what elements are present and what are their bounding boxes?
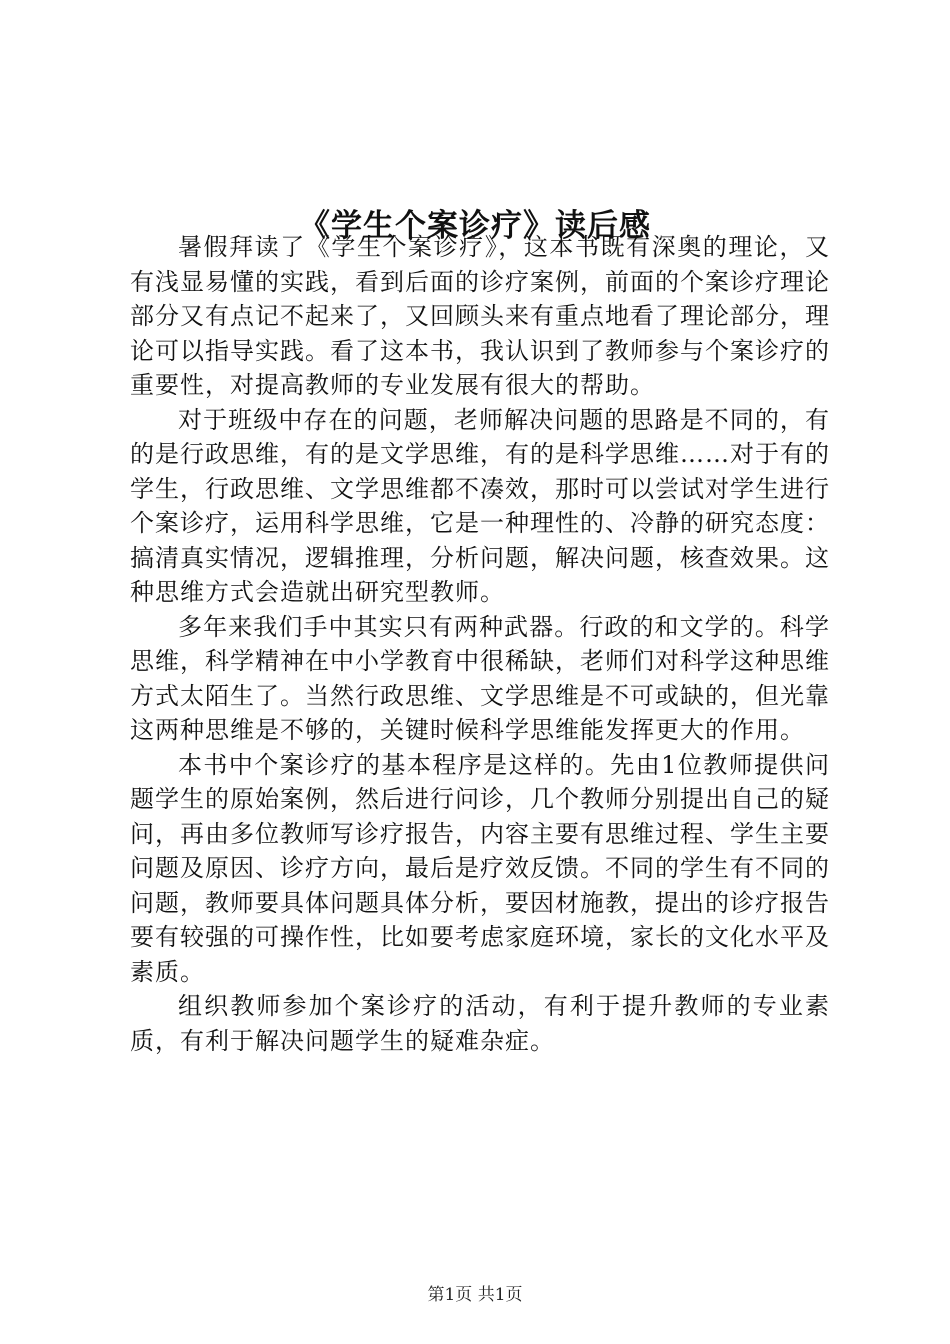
paragraph-2: 对于班级中存在的问题，老师解决问题的思路是不同的，有的是行政思维，有的是文学思维，有的是科学思维……对于有的学生，行政思维、文学思维都不凑效，那时可以尝试对学生进行个案诊疗，运用科学思维，它是一种理性的、冷静的研究态度：搞清真实情况，逻辑推理，分析问题，解决问题，核查效果。这种思维方式会造就出研究型教师。	[130, 405, 830, 606]
paragraph-3: 多年来我们手中其实只有两种武器。行政的和文学的。科学思维，科学精神在中小学教育中很稀缺，老师们对科学这种思维方式太陌生了。当然行政思维、文学思维是不可或缺的，但光靠这两种思维是不够的，关键时候科学思维能发挥更大的作用。	[130, 612, 830, 744]
page-footer: 第1页 共1页	[427, 1285, 523, 1305]
document-title: 《学生个案诊疗》读后感	[299, 207, 651, 244]
paragraph-5: 组织教师参加个案诊疗的活动，有利于提升教师的专业素质，有利于解决问题学生的疑难杂症。	[130, 992, 830, 1055]
document-body	[130, 230, 830, 1058]
paragraph-4: 本书中个案诊疗的基本程序是这样的。先由1位教师提供问题学生的原始案例，然后进行问诊，几个教师分别提出自己的疑问，再由多位教师写诊疗报告，内容主要有思维过程、学生主要问题及原因、诊疗方向，最后是疗效反馈。不同的学生有不同的问题，教师要具体问题具体分析，要因材施教，提出的诊疗报告要有较强的可操作性，比如要考虑家庭环境，家长的文化水平及素质。	[130, 750, 830, 986]
paragraph-1: 暑假拜读了《学生个案诊疗》，这本书既有深奥的理论，又有浅显易懂的实践，看到后面的诊疗案例，前面的个案诊疗理论部分又有点记不起来了，又回顾头来有重点地看了理论部分，理论可以指导实践。看了这本书，我认识到了教师参与个案诊疗的重要性，对提高教师的专业发展有很大的帮助。	[130, 233, 830, 399]
